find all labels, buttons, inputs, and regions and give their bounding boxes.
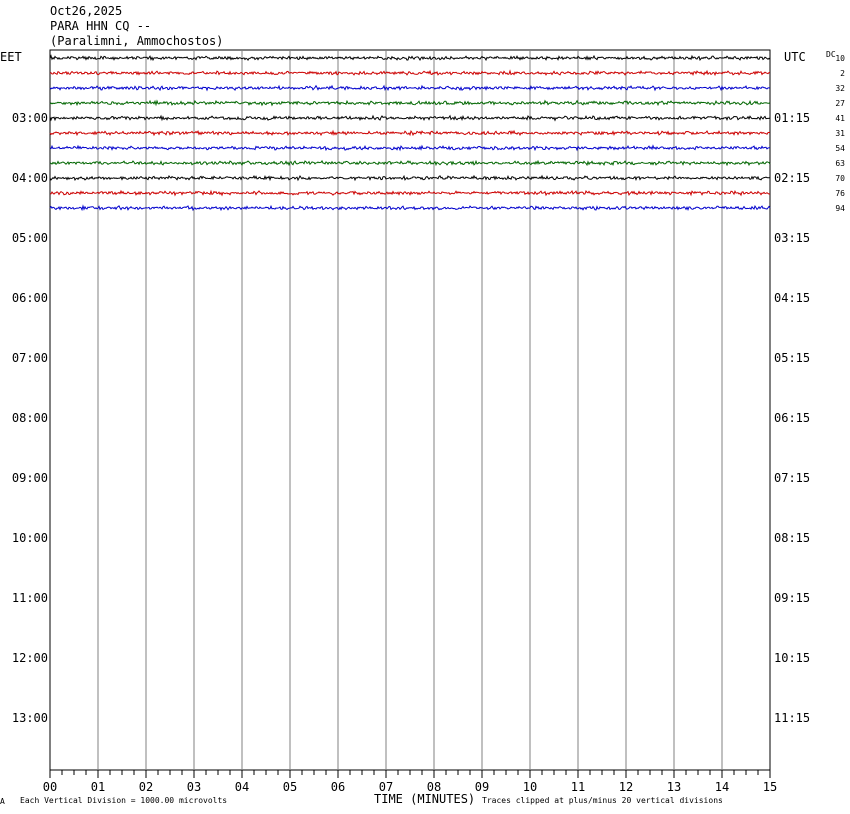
right-hour-label: 09:15	[774, 591, 811, 605]
trace-line	[50, 146, 770, 150]
dc-offset-label: 27	[835, 99, 845, 108]
x-tick-label: 03	[186, 780, 202, 794]
left-hour-label: 07:00	[11, 351, 48, 365]
right-hour-labels	[774, 111, 810, 725]
right-hour-label: 08:15	[774, 531, 811, 545]
left-timezone-label: EET	[0, 50, 22, 64]
left-hour-label: 04:00	[11, 171, 48, 185]
right-timezone-label: UTC	[784, 50, 806, 64]
right-hour-label: 11:15	[774, 711, 811, 725]
dc-header-label: DC	[826, 50, 836, 59]
x-axis-label: TIME (MINUTES)	[374, 792, 476, 806]
x-tick-label: 00	[42, 780, 58, 794]
left-hour-label: 06:00	[11, 291, 48, 305]
x-tick-label: 04	[234, 780, 250, 794]
left-hour-label: 10:00	[11, 531, 48, 545]
left-hour-label: 09:00	[11, 471, 48, 485]
seismic-traces	[50, 56, 770, 210]
trace-line	[50, 191, 770, 195]
header-location: (Paralimni, Ammochostos)	[50, 34, 224, 48]
trace-line	[50, 206, 770, 210]
dc-offset-label: 76	[835, 189, 845, 198]
trace-line	[50, 101, 770, 105]
x-axis	[43, 770, 777, 794]
x-tick-label: 11	[570, 780, 586, 794]
trace-line	[50, 176, 770, 180]
dc-offset-label: 54	[835, 144, 845, 153]
right-hour-label: 02:15	[774, 171, 811, 185]
header-date: Oct26,2025	[50, 4, 123, 18]
right-hour-label: 06:15	[774, 411, 811, 425]
header-station: PARA HHN CQ --	[50, 19, 152, 33]
dc-offset-label: 63	[835, 159, 845, 168]
dc-offset-label: 32	[835, 84, 845, 93]
x-tick-label: 10	[522, 780, 538, 794]
left-hour-label: 05:00	[11, 231, 48, 245]
x-tick-label: 01	[90, 780, 106, 794]
clip-note: Traces clipped at plus/minus 20 vertical divisions	[482, 796, 723, 805]
right-hour-label: 03:15	[774, 231, 811, 245]
left-hour-label: 03:00	[11, 111, 48, 125]
trace-line	[50, 116, 770, 120]
trace-line	[50, 131, 770, 135]
x-tick-label: 07	[378, 780, 394, 794]
x-tick-label: 09	[474, 780, 490, 794]
dc-offset-label: 70	[835, 174, 845, 183]
trace-line	[50, 56, 770, 60]
plot-frame	[50, 50, 770, 770]
right-hour-label: 05:15	[774, 351, 811, 365]
dc-offset-label: 31	[835, 129, 845, 138]
scale-note: Each Vertical Division = 1000.00 microvolts	[20, 796, 228, 805]
left-hour-label: 08:00	[11, 411, 48, 425]
left-hour-labels	[12, 111, 48, 725]
left-hour-label: 12:00	[11, 651, 48, 665]
dc-offset-label: 2	[840, 69, 845, 78]
left-hour-label: 11:00	[11, 591, 48, 605]
x-tick-label: 05	[282, 780, 298, 794]
dc-offset-label: 94	[835, 204, 845, 213]
right-hour-label: 10:15	[774, 651, 811, 665]
grid-lines	[98, 50, 722, 770]
x-tick-label: 02	[138, 780, 154, 794]
footer-left-mark: A	[0, 797, 5, 806]
x-tick-label: 13	[666, 780, 682, 794]
x-tick-label: 06	[330, 780, 346, 794]
x-tick-label: 12	[618, 780, 634, 794]
dc-offset-labels	[835, 54, 845, 213]
left-hour-label: 13:00	[11, 711, 48, 725]
trace-line	[50, 86, 770, 90]
right-hour-label: 04:15	[774, 291, 811, 305]
x-tick-label: 15	[762, 780, 778, 794]
right-hour-label: 07:15	[774, 471, 811, 485]
dc-offset-label: 10	[835, 54, 845, 63]
dc-offset-label: 41	[835, 114, 845, 123]
trace-line	[50, 71, 770, 75]
x-tick-label: 08	[426, 780, 442, 794]
right-hour-label: 01:15	[774, 111, 811, 125]
x-tick-label: 14	[714, 780, 730, 794]
trace-line	[50, 161, 770, 165]
